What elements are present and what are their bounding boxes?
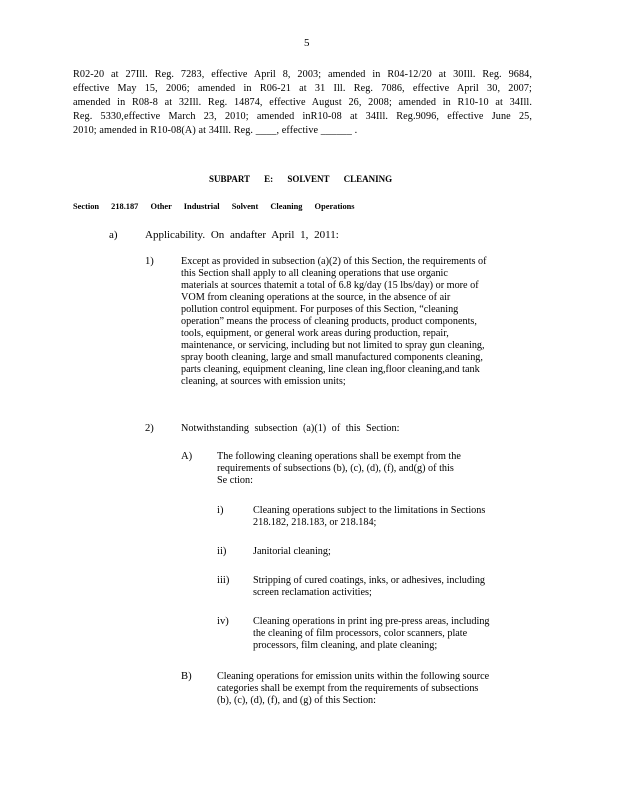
subsection-A-label: A) (181, 451, 193, 462)
item-iv-label: iv) (217, 616, 229, 627)
item-ii-text (253, 546, 331, 558)
subsection-a1-text (181, 256, 541, 388)
history-line: Reg. 5330,effective March 23, 2010; amended inR10-08 at 34Ill. Reg.9096, effective June 25, (73, 111, 532, 122)
text-line: maintenance, or servicing, including but not limited to spray gun cleaning, (181, 340, 485, 351)
text-line: pollution control equipment. For purposes of this Section, “cleaning (181, 304, 459, 315)
item-iii-label: iii) (217, 575, 230, 586)
text-line: processors, film cleaning, and plate cleaning; (253, 640, 438, 651)
subsection-a-text: Applicability. On andafter April 1, 2011: (145, 229, 339, 241)
item-i-label: i) (217, 505, 224, 516)
text-line: this Section shall apply to all cleaning operations that use organic (181, 268, 448, 279)
text-line: spray booth cleaning, large and small manufactured components cleaning, (181, 352, 483, 363)
text-line: The following cleaning operations shall be exempt from the (217, 451, 461, 462)
text-line: Stripping of cured coatings, inks, or adhesives, including (253, 575, 486, 586)
subsection-A-text (217, 451, 517, 487)
subsection-a2-text: Notwithstanding subsection (a)(1) of this Section: (181, 423, 400, 434)
text-line: requirements of subsections (b), (c), (d), (f), and(g) of this (217, 463, 454, 474)
text-line: operation” means the process of cleaning products, product components, (181, 316, 477, 327)
text-line: Cleaning operations subject to the limitations in Sections (253, 505, 486, 516)
text-line: Se ction: (217, 475, 253, 486)
text-line: Cleaning operations for emission units within the following source (217, 671, 490, 682)
subsection-B-label: B) (181, 671, 192, 682)
text-line: 218.182, 218.183, or 218.184; (253, 517, 377, 528)
text-line: Except as provided in subsection (a)(2) of this Section, the requirements of (181, 256, 487, 267)
text-line: materials at sources thatemit a total of 6.8 kg/day (15 lbs/day) or more of (181, 280, 479, 291)
text-line: the cleaning of film processors, color scanners, plate (253, 628, 468, 639)
text-line: Janitorial cleaning; (253, 546, 331, 557)
text-line: cleaning, at sources with emission units; (181, 376, 346, 387)
text-line: parts cleaning, equipment cleaning, line clean ing,floor cleaning,and tank (181, 364, 480, 375)
history-line: amended in R08-8 at 32Ill. Reg. 14874, effective August 26, 2008; amended in R10-10 at 34Ill. (73, 97, 532, 108)
text-line: screen reclamation activities; (253, 587, 372, 598)
subsection-a-label: a) (109, 229, 118, 241)
history-line: effective May 15, 2006; amended in R06-21 at 31 Ill. Reg. 7086, effective April 30, 2007; (73, 83, 532, 94)
text-line: VOM from cleaning operations at the source, in the absence of air (181, 292, 451, 303)
text-line: categories shall be exempt from the requirements of subsections (217, 683, 479, 694)
history-line: 2010; amended in R10-08(A) at 34Ill. Reg. ____, effective ______ . (73, 125, 358, 136)
item-iv-text (253, 616, 490, 652)
subsection-a2-label: 2) (145, 423, 154, 434)
item-iii-text (253, 575, 485, 599)
section-heading: Section 218.187 Other Industrial Solvent Cleaning Operations (73, 202, 355, 211)
history-line: R02-20 at 27Ill. Reg. 7283, effective April 8, 2003; amended in R04-12/20 at 30Ill. Reg. 9684, (73, 69, 532, 80)
subpart-heading: SUBPART E: SOLVENT CLEANING (209, 174, 393, 184)
subsection-B-text (217, 671, 489, 707)
item-ii-label: ii) (217, 546, 227, 557)
item-i-text (253, 505, 485, 529)
page-number: 5 (304, 37, 310, 49)
text-line: tools, equipment, or general work areas during production, repair, (181, 328, 449, 339)
text-line: Cleaning operations in print ing pre-press areas, including (253, 616, 490, 627)
subsection-a1-label: 1) (145, 256, 154, 267)
text-line: (b), (c), (d), (f), and (g) of this Section: (217, 695, 376, 706)
